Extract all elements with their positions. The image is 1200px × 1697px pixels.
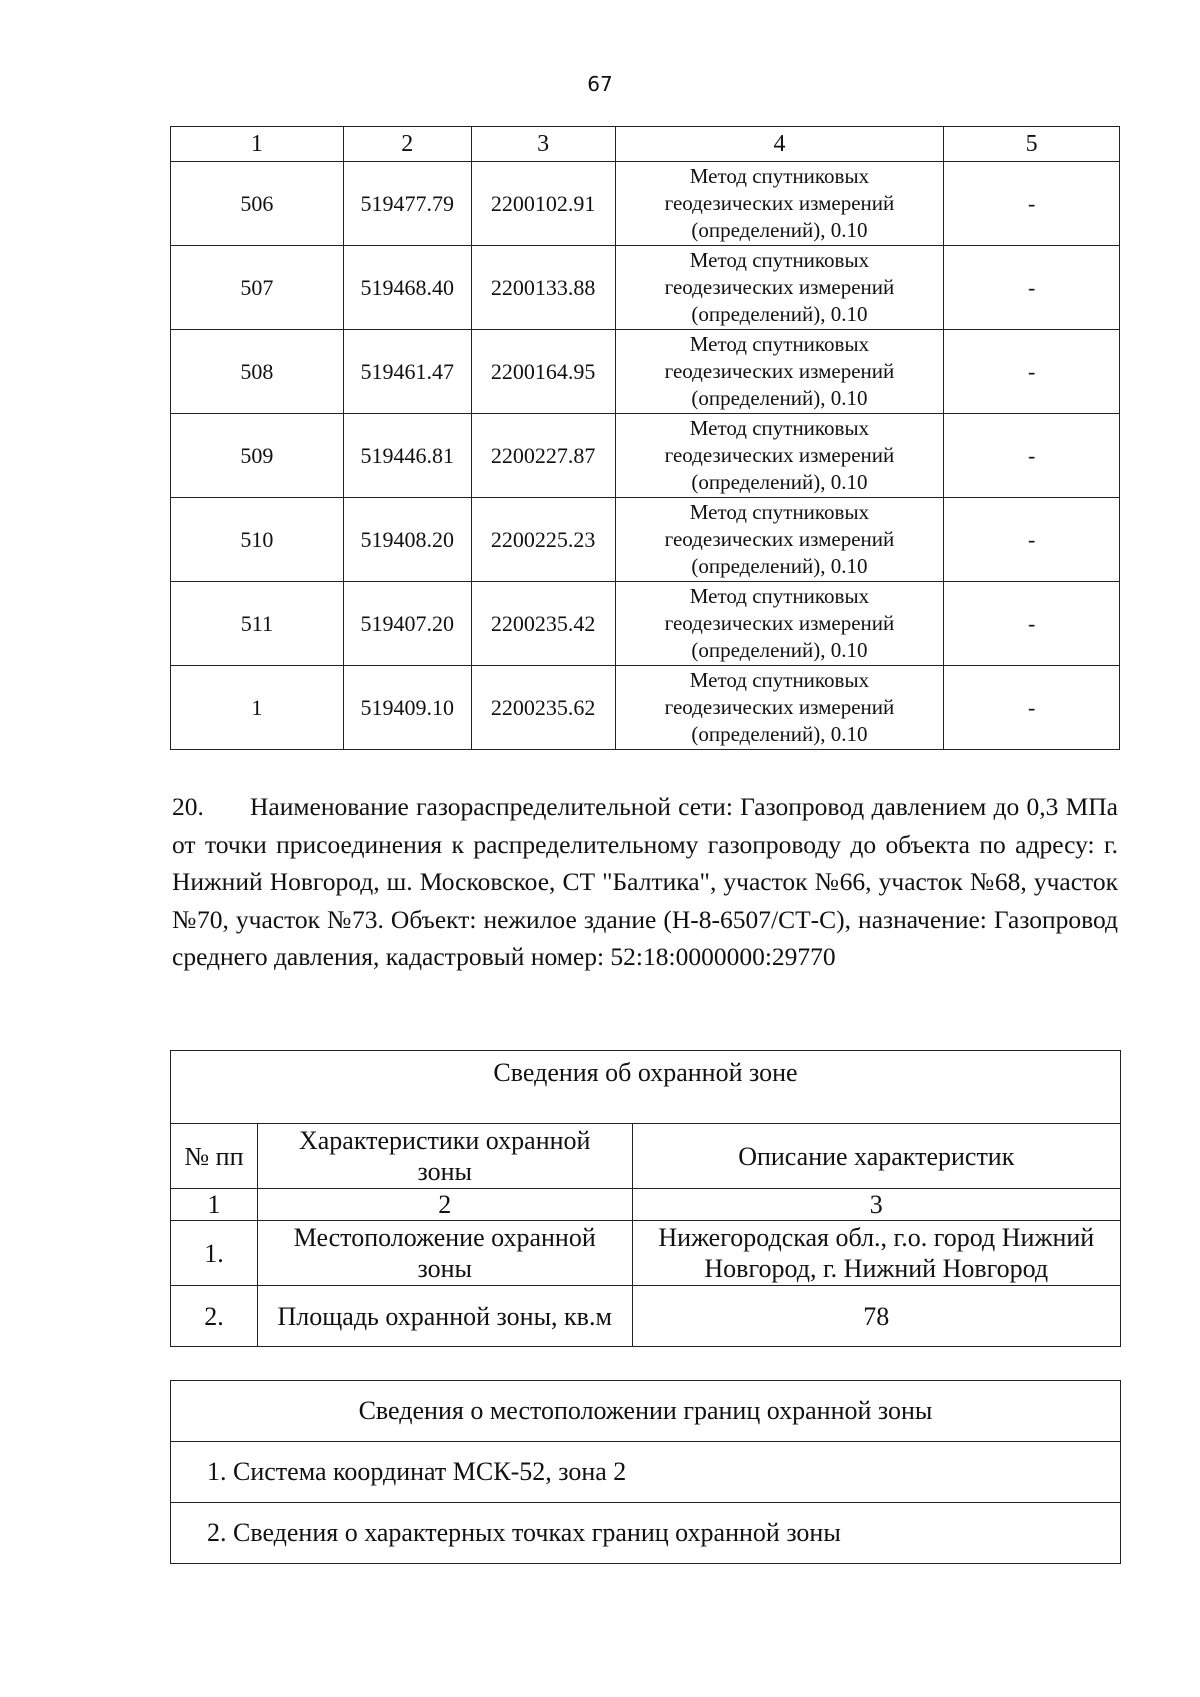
note-cell: - <box>944 162 1120 246</box>
note-cell: - <box>944 414 1120 498</box>
col-number-header: № пп <box>171 1124 258 1189</box>
paragraph-number: 20. <box>172 792 204 821</box>
method-line: Метод спутниковых <box>689 416 870 440</box>
method-cell <box>615 246 944 330</box>
method-line: (определений), 0.10 <box>691 470 868 494</box>
point-number: 507 <box>171 246 344 330</box>
method-line: геодезических измерений <box>664 359 895 383</box>
y-coordinate: 2200235.42 <box>471 582 615 666</box>
protection-zone-table <box>170 1050 1121 1347</box>
method-line: Метод спутниковых <box>689 332 870 356</box>
note-cell: - <box>944 246 1120 330</box>
note-cell: - <box>944 498 1120 582</box>
method-cell <box>615 582 944 666</box>
note-cell: - <box>944 330 1120 414</box>
method-cell <box>615 414 944 498</box>
zone-table-title: Сведения об охранной зоне <box>171 1051 1121 1124</box>
y-coordinate: 2200133.88 <box>471 246 615 330</box>
col-description-header: Описание характеристик <box>632 1124 1120 1189</box>
table-row <box>171 414 1120 498</box>
point-number: 511 <box>171 582 344 666</box>
header-cell: 2 <box>343 127 471 162</box>
method-line: Метод спутниковых <box>689 500 870 524</box>
method-line: Метод спутниковых <box>689 164 870 188</box>
table-row <box>171 1286 1121 1347</box>
col-index: 1 <box>171 1189 258 1221</box>
x-coordinate: 519409.10 <box>343 666 471 750</box>
method-line: (определений), 0.10 <box>691 386 868 410</box>
method-line: (определений), 0.10 <box>691 218 868 242</box>
x-coordinate: 519408.20 <box>343 498 471 582</box>
header-cell: 1 <box>171 127 344 162</box>
header-cell: 5 <box>944 127 1120 162</box>
col-index: 3 <box>632 1189 1120 1221</box>
method-line: геодезических измерений <box>664 275 895 299</box>
x-coordinate: 519446.81 <box>343 414 471 498</box>
method-line: геодезических измерений <box>664 191 895 215</box>
y-coordinate: 2200227.87 <box>471 414 615 498</box>
boundary-points-item: 2. Сведения о характерных точках границ охранной зоны <box>171 1503 1121 1564</box>
point-number: 506 <box>171 162 344 246</box>
method-cell <box>615 498 944 582</box>
x-coordinate: 519461.47 <box>343 330 471 414</box>
network-description-paragraph <box>172 788 1118 976</box>
x-coordinate: 519407.20 <box>343 582 471 666</box>
characteristic-cell: Местоположение охранной зоны <box>257 1221 632 1286</box>
table-row <box>171 162 1120 246</box>
table-row <box>171 246 1120 330</box>
method-cell <box>615 666 944 750</box>
point-number: 508 <box>171 330 344 414</box>
col-characteristic-header: Характеристики охранной зоны <box>257 1124 632 1189</box>
x-coordinate: 519477.79 <box>343 162 471 246</box>
col-index: 2 <box>257 1189 632 1221</box>
method-line: Метод спутниковых <box>689 248 870 272</box>
boundaries-table-title: Сведения о местоположении границ охранной зоны <box>171 1381 1121 1442</box>
header-cell: 4 <box>615 127 944 162</box>
coordinate-system-item: 1. Система координат МСК-52, зона 2 <box>171 1442 1121 1503</box>
point-number: 509 <box>171 414 344 498</box>
description-cell: 78 <box>632 1286 1120 1347</box>
method-line: (определений), 0.10 <box>691 722 868 746</box>
characteristic-cell: Площадь охранной зоны, кв.м <box>257 1286 632 1347</box>
page-number: 67 <box>587 72 613 96</box>
method-line: геодезических измерений <box>664 695 895 719</box>
method-line: (определений), 0.10 <box>691 638 868 662</box>
table-row <box>171 330 1120 414</box>
method-line: (определений), 0.10 <box>691 302 868 326</box>
x-coordinate: 519468.40 <box>343 246 471 330</box>
boundaries-table <box>170 1380 1121 1564</box>
table-row <box>171 498 1120 582</box>
note-cell: - <box>944 666 1120 750</box>
paragraph-text: Наименование газораспределительной сети: Газопровод давлением до 0,3 МПа от точки присоединения к распределительному газопроводу до объекта по адресу: г. Нижний Новгород, ш. Московское, СТ "Балтика", участок №66, участок №68, участок №70, участок №73. Объект: нежилое здание (Н-8-6507/СТ-С), назначение: Газопровод среднего давления, кадастровый номер: 52:18:0000000:29770 <box>172 792 1118 971</box>
method-line: Метод спутниковых <box>689 668 870 692</box>
row-number: 2. <box>171 1286 258 1347</box>
description-cell: Нижегородская обл., г.о. город Нижний Новгород, г. Нижний Новгород <box>632 1221 1120 1286</box>
table-row <box>171 666 1120 750</box>
y-coordinate: 2200225.23 <box>471 498 615 582</box>
method-line: (определений), 0.10 <box>691 554 868 578</box>
point-number: 510 <box>171 498 344 582</box>
note-cell: - <box>944 582 1120 666</box>
point-number: 1 <box>171 666 344 750</box>
method-line: геодезических измерений <box>664 611 895 635</box>
y-coordinate: 2200235.62 <box>471 666 615 750</box>
table-header-row <box>171 127 1120 162</box>
table-row <box>171 1221 1121 1286</box>
method-line: геодезических измерений <box>664 527 895 551</box>
method-cell <box>615 162 944 246</box>
method-cell <box>615 330 944 414</box>
row-number: 1. <box>171 1221 258 1286</box>
coordinates-table <box>170 126 1120 750</box>
y-coordinate: 2200164.95 <box>471 330 615 414</box>
method-line: Метод спутниковых <box>689 584 870 608</box>
table-row <box>171 582 1120 666</box>
method-line: геодезических измерений <box>664 443 895 467</box>
header-cell: 3 <box>471 127 615 162</box>
y-coordinate: 2200102.91 <box>471 162 615 246</box>
